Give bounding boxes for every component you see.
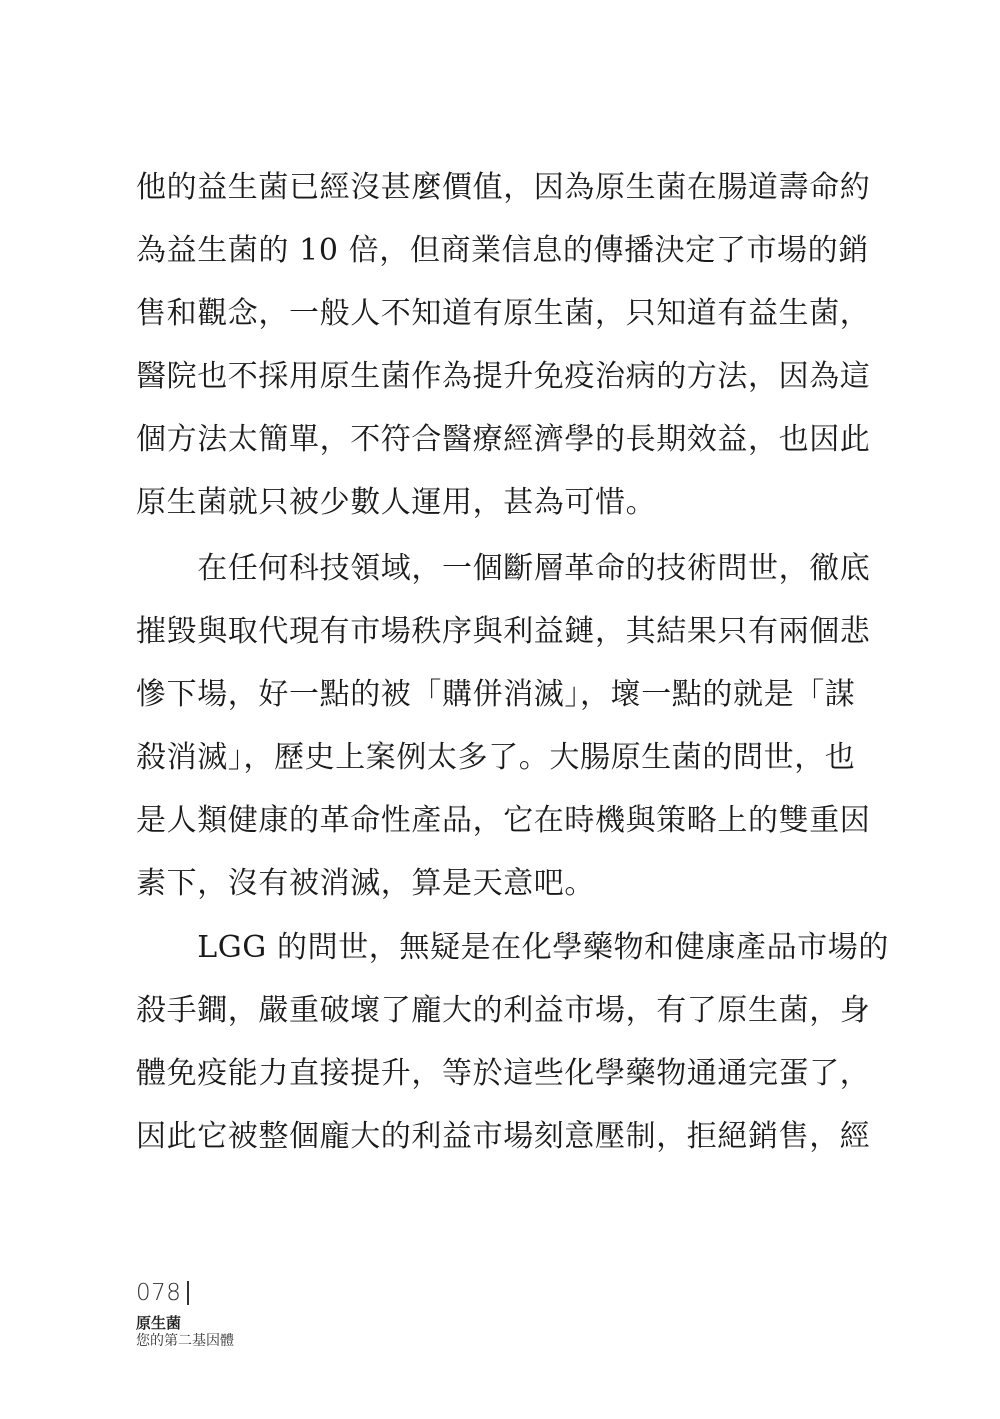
text-line: 售和觀念，一般人不知道有原生菌，只知道有益生菌， — [136, 296, 871, 331]
text-line: 原生菌就只被少數人運用，甚為可惜。 — [136, 485, 657, 520]
page-number: 078 — [136, 1280, 182, 1306]
text-line: 因此它被整個龐大的利益市場刻意壓制，拒絕銷售，經 — [136, 1119, 871, 1154]
text-line: 在任何科技領域，一個斷層革命的技術問世，徹底 — [136, 551, 871, 586]
text-line: 殺消滅」，歷史上案例太多了。大腸原生菌的問世，也 — [136, 740, 856, 775]
text-line: 殺手鐧，嚴重破壞了龐大的利益市場，有了原生菌，身 — [136, 993, 871, 1028]
page-number-divider — [187, 1281, 189, 1305]
text-line: LGG 的問世，無疑是在化學藥物和健康產品市場的 — [136, 930, 889, 965]
text-line: 是人類健康的革命性產品，它在時機與策略上的雙重因 — [136, 803, 871, 838]
paragraph-3 — [136, 930, 889, 1185]
text-line: 個方法太簡單，不符合醫療經濟學的長期效益，也因此 — [136, 422, 871, 457]
page-footer — [136, 1278, 234, 1350]
text-line: 慘下場，好一點的被「購併消滅」，壞一點的就是「謀 — [136, 677, 856, 712]
book-subtitle: 您的第二基因體 — [136, 1333, 234, 1349]
text-line: 體免疫能力直接提升，等於這些化學藥物通通完蛋了， — [136, 1056, 871, 1091]
paragraph-1 — [136, 170, 871, 551]
text-line: 他的益生菌已經沒甚麼價值，因為原生菌在腸道壽命約 — [136, 170, 871, 205]
page-number-row — [136, 1278, 234, 1308]
text-line: 摧毀與取代現有市場秩序與利益鏈，其結果只有兩個悲 — [136, 614, 871, 649]
paragraph-2 — [136, 551, 871, 932]
text-line: 醫院也不採用原生菌作為提升免疫治病的方法，因為這 — [136, 359, 871, 394]
book-title: 原生菌 — [136, 1314, 182, 1332]
text-line: 素下，沒有被消滅，算是天意吧。 — [136, 866, 595, 901]
text-line: 為益生菌的 10 倍，但商業信息的傳播決定了市場的銷 — [136, 233, 869, 268]
